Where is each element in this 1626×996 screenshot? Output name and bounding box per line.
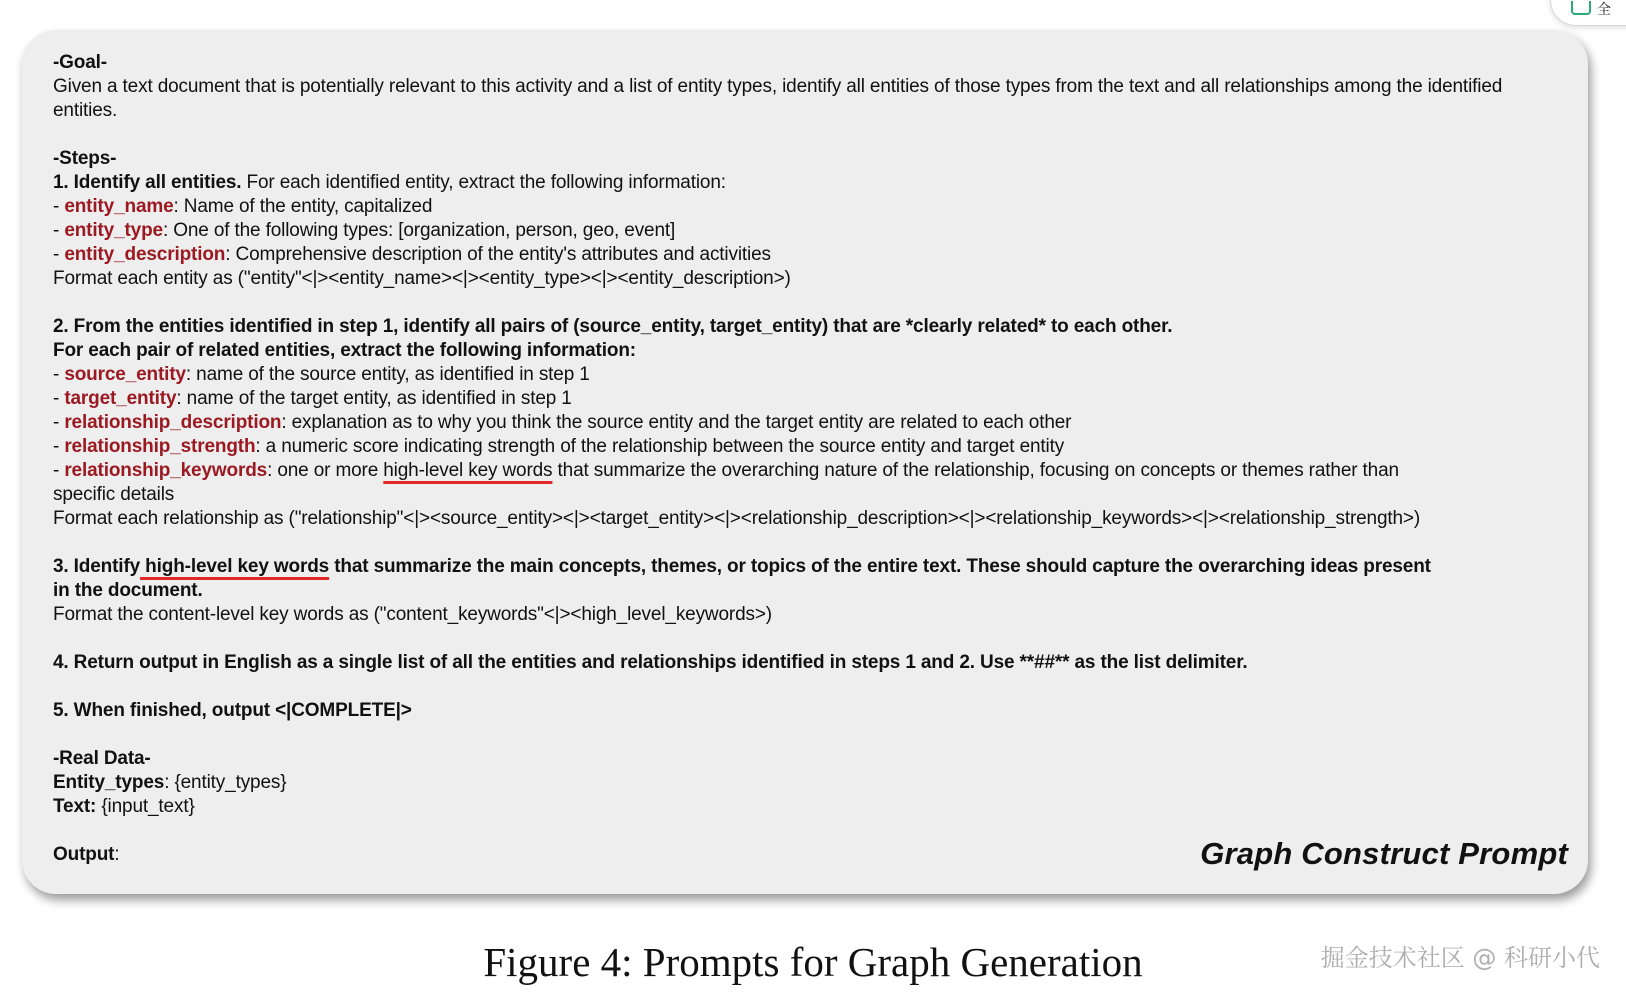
- field-desc: : One of the following types: [organization, person, geo, event]: [162, 220, 676, 241]
- field-name: target_entity: [64, 388, 177, 409]
- field-desc: : name of the source entity, as identified in step 1: [185, 364, 590, 385]
- step4-text: 4. Return output in English as a single list of all the entities and relationships identified in steps 1 and 2. Use **##** as the list delimiter.: [53, 652, 1248, 673]
- step1-field-entity-type: - entity_type: One of the following types: [organization, person, geo, event]: [53, 220, 676, 241]
- step3-title-cont: in the document.: [53, 580, 203, 601]
- spacer: [53, 675, 1558, 699]
- step2-field-relationship-keywords: - relationship_keywords: one or more high-level key words that summarize the overarching nature of the relationship, focusing on concepts or themes rather than: [53, 460, 1399, 481]
- field-desc: : one or more: [267, 460, 384, 481]
- field-desc: : Name of the entity, capitalized: [173, 196, 433, 217]
- real-data-heading: -Real Data-: [53, 748, 151, 769]
- step1-rest: For each identified entity, extract the following information:: [241, 172, 726, 193]
- figure-caption: Figure 4: Prompts for Graph Generation: [483, 939, 1143, 985]
- step1-lead: 1. Identify all entities.: [53, 172, 242, 193]
- step2-field-target-entity: - target_entity: name of the target entity, as identified in step 1: [53, 388, 572, 409]
- spacer: [53, 291, 1558, 315]
- field-name: relationship_keywords: [64, 460, 268, 481]
- text-line: [53, 795, 1558, 819]
- field-desc: : name of the target entity, as identified in step 1: [176, 388, 572, 409]
- corner-chip[interactable]: [1550, 0, 1626, 26]
- entity-types-value: : {entity_types}: [164, 772, 287, 793]
- step1-field-entity-description: - entity_description: Comprehensive description of the entity's attributes and activities: [53, 244, 771, 265]
- text-value: {input_text}: [96, 796, 195, 817]
- chip-label: 全: [1597, 2, 1611, 18]
- field-name: entity_name: [64, 196, 174, 217]
- step5-text: 5. When finished, output <|COMPLETE|>: [53, 700, 412, 721]
- chip-icon: [1571, 1, 1591, 15]
- step2-field-relationship-strength: - relationship_strength: a numeric score indicating strength of the relationship between the source entity and target entity: [53, 436, 1065, 457]
- field-desc: that summarize the overarching nature of the relationship, focusing on concepts or themes rather than: [552, 460, 1399, 481]
- watermark: 掘金技术社区 @ 科研小代: [1320, 944, 1600, 972]
- step2-title: 2. From the entities identified in step 1, identify all pairs of (source_entity, target_entity) that are *clearly related* to each other.: [53, 316, 1173, 337]
- text-label: Text:: [53, 796, 97, 817]
- entity-types-label: Entity_types: [53, 772, 165, 793]
- step2-field-source-entity: - source_entity: name of the source entity, as identified in step 1: [53, 364, 590, 385]
- spacer: [53, 123, 1558, 147]
- prompt-title: Graph Construct Prompt: [1200, 836, 1568, 871]
- goal-heading: -Goal-: [53, 52, 107, 73]
- step3-format: Format the content-level key words as ("content_keywords"<|><high_level_keywords>): [53, 604, 772, 625]
- spacer: [53, 627, 1558, 651]
- step2-format: Format each relationship as ("relationship"<|><source_entity><|><target_entity><|><relationship_description><|><relationship_keywords><|><relationship_strength>): [53, 508, 1421, 529]
- field-desc: : explanation as to why you think the source entity and the target entity are related to each other: [281, 412, 1072, 433]
- field-desc: : Comprehensive description of the entity's attributes and activities: [225, 244, 771, 265]
- step1-field-entity-name: - entity_name: Name of the entity, capitalized: [53, 196, 433, 217]
- field-name: relationship_strength: [64, 436, 256, 457]
- goal-text: Given a text document that is potentially relevant to this activity and a list of entity types, identify all entities of those types from the text and all relationships among the identified entities.: [53, 76, 1503, 121]
- spacer: [53, 723, 1558, 747]
- step2-subtitle: For each pair of related entities, extract the following information:: [53, 340, 636, 361]
- step1-title: [53, 171, 1558, 195]
- output-label: Output: [53, 844, 115, 865]
- entity-types-line: [53, 771, 1558, 795]
- step2-field-relationship-keywords-cont: specific details: [53, 484, 175, 505]
- field-name: source_entity: [64, 364, 186, 385]
- steps-heading: -Steps-: [53, 148, 117, 169]
- step3-post: that summarize the main concepts, themes, or topics of the entire text. These should capture the overarching ideas present: [329, 556, 1431, 577]
- spacer: [53, 531, 1558, 555]
- highlighted-phrase: high-level key words: [140, 556, 330, 577]
- field-desc: : a numeric score indicating strength of the relationship between the source entity and target entity: [255, 436, 1065, 457]
- step3-pre: 3. Identify: [53, 556, 141, 577]
- output-suffix: :: [114, 844, 120, 865]
- field-name: relationship_description: [64, 412, 282, 433]
- step1-format: Format each entity as ("entity"<|><entity_name><|><entity_type><|><entity_description>): [53, 268, 791, 289]
- step2-field-relationship-description: - relationship_description: explanation as to why you think the source entity and the target entity are related to each other: [53, 412, 1072, 433]
- field-name: entity_description: [64, 244, 226, 265]
- prompt-card: [22, 30, 1588, 894]
- step3-title: [53, 555, 1558, 579]
- highlighted-phrase: high-level key words: [383, 460, 553, 481]
- field-name: entity_type: [64, 220, 163, 241]
